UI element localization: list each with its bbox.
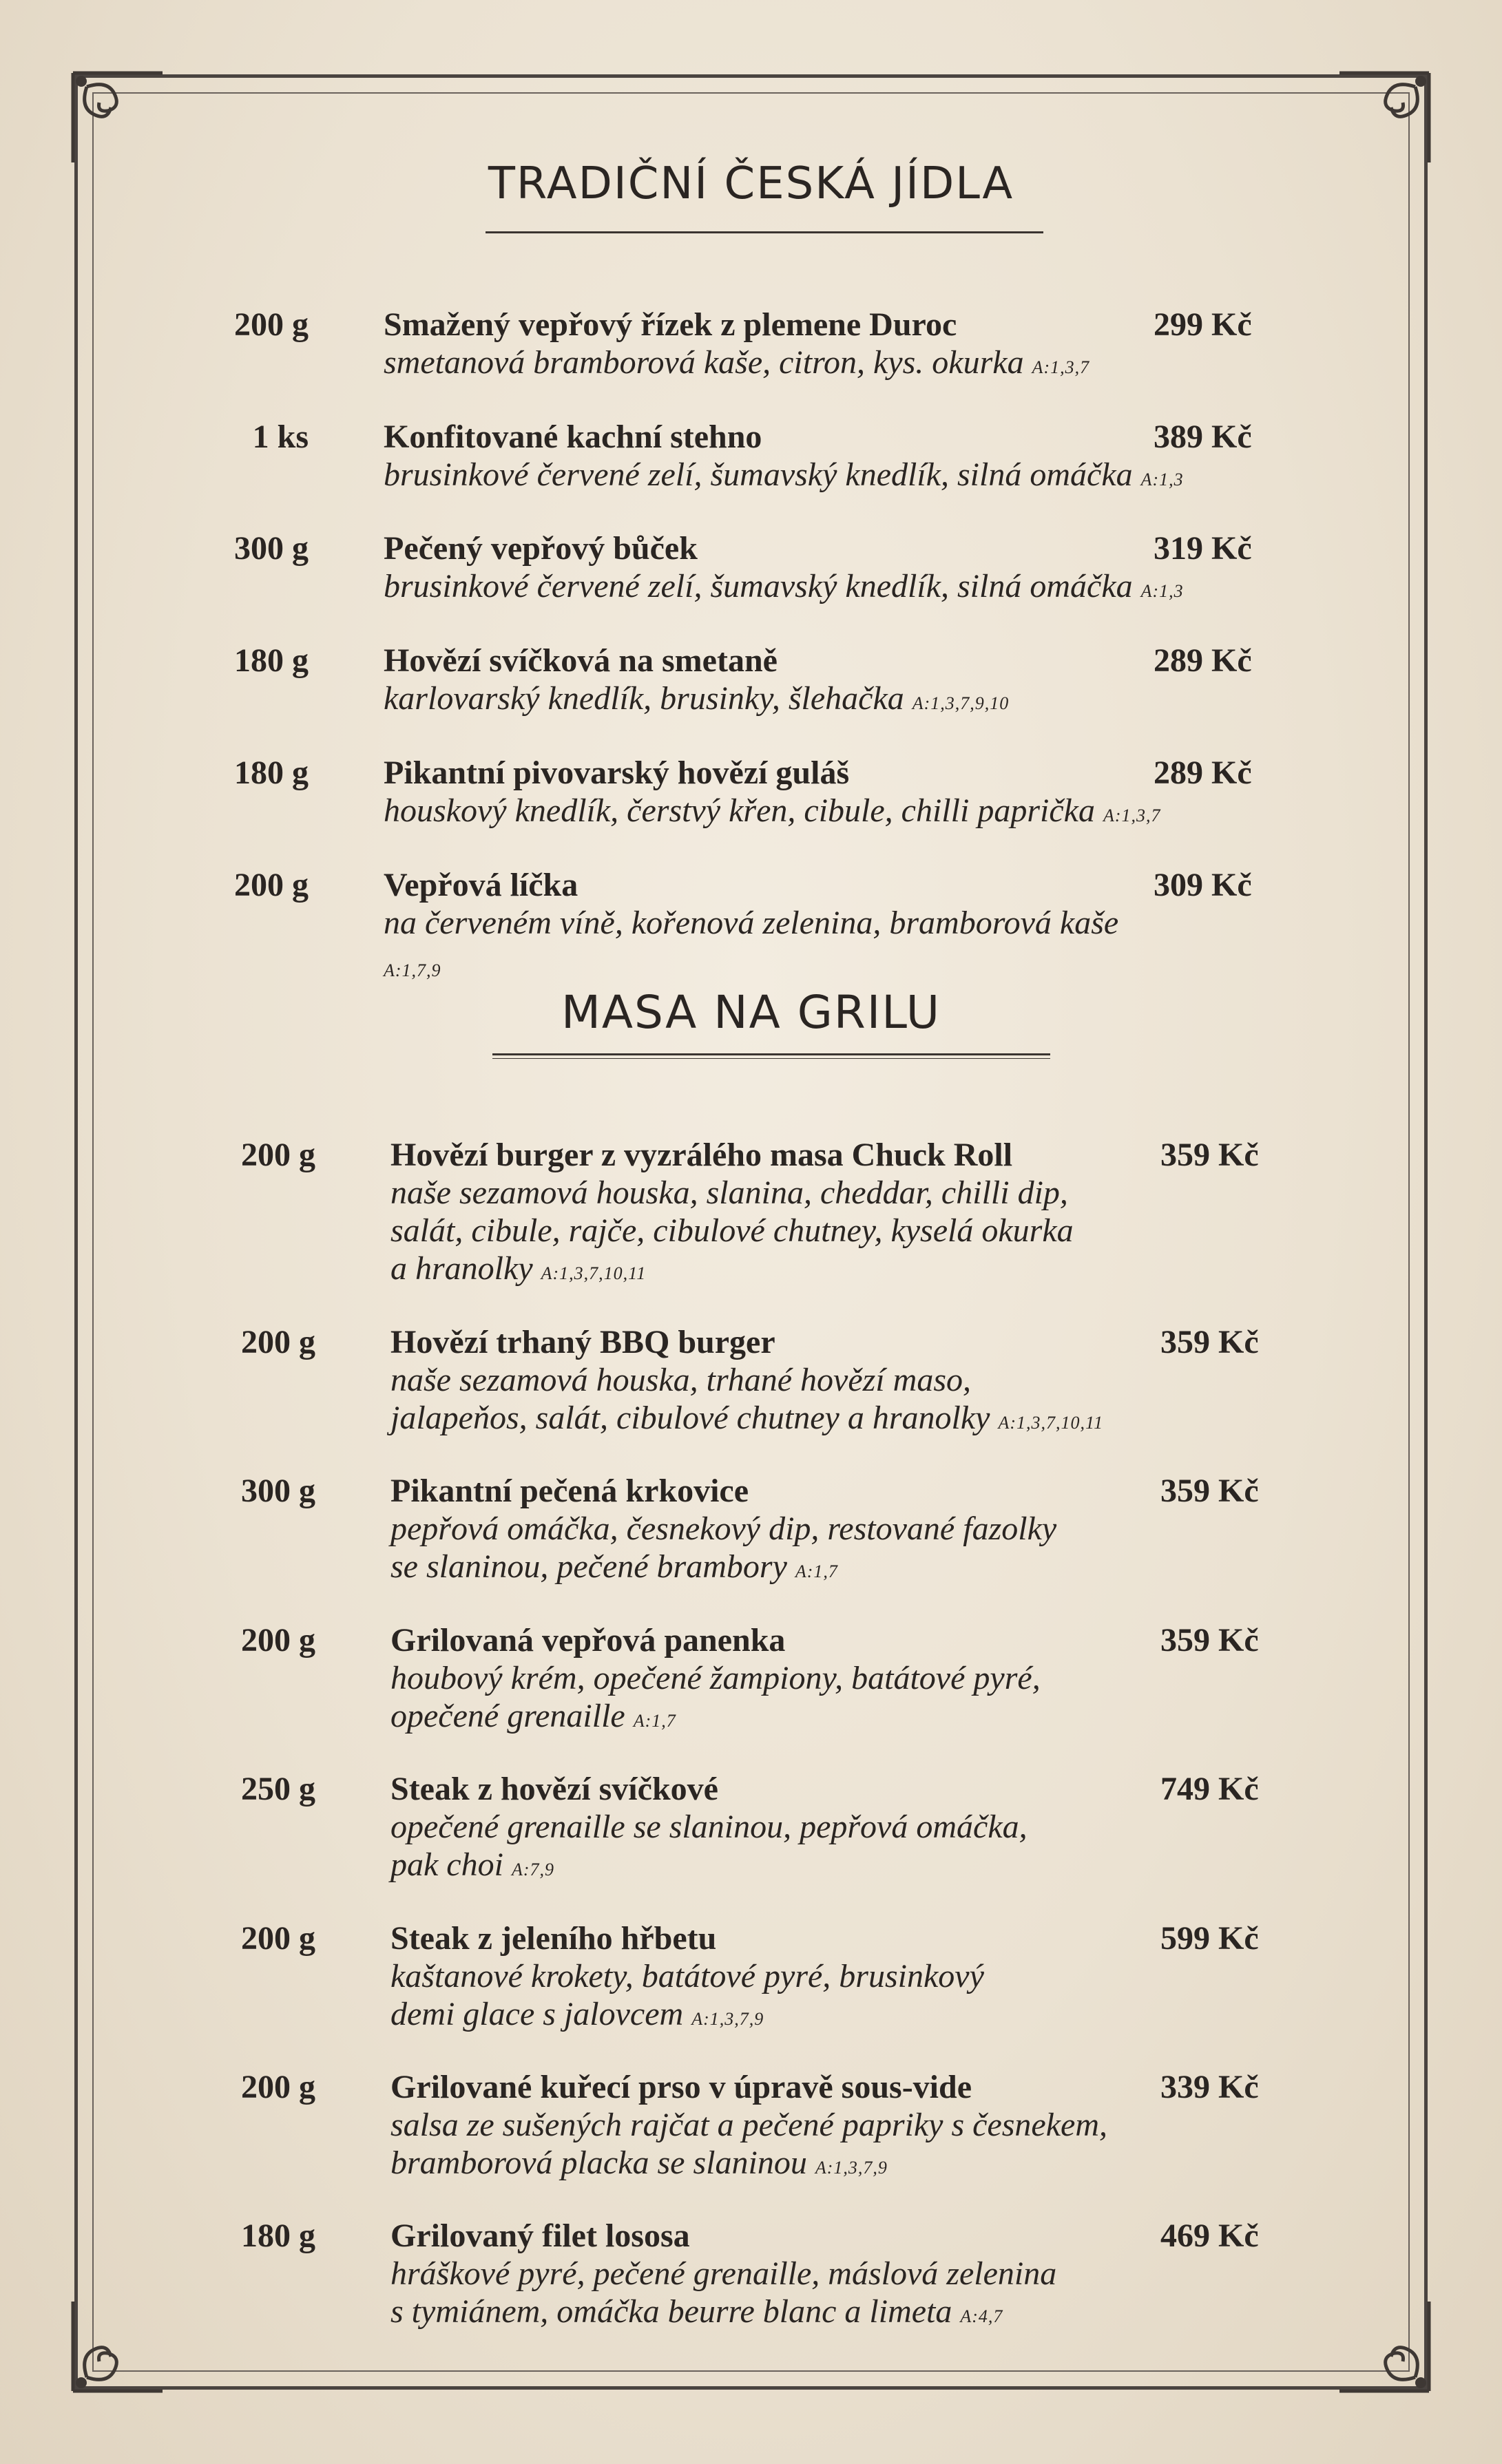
allergens: A:1,3,7: [1103, 805, 1161, 825]
item-price: 299 Kč: [1154, 306, 1252, 343]
item-price: 309 Kč: [1154, 867, 1252, 903]
item-description: smetanová bramborová kaše, citron, kys. okurka A:1,3,7: [384, 344, 1090, 381]
item-description: pepřová omáčka, česnekový dip, restované fazolky: [390, 1510, 1057, 1547]
item-description: houbový krém, opečené žampiony, batátové pyré,: [390, 1660, 1041, 1696]
item-description: s tymiánem, omáčka beurre blanc a limeta A:4,7: [390, 2293, 1003, 2330]
allergens: A:1,3,7,10,11: [998, 1413, 1104, 1433]
item-name: Grilovaná vepřová panenka: [390, 1622, 786, 1659]
item-price: 599 Kč: [1160, 1920, 1259, 1957]
item-price: 359 Kč: [1160, 1324, 1259, 1360]
item-quantity: 180 g: [234, 642, 309, 679]
corner-ornament-icon: [1333, 2295, 1436, 2398]
item-quantity: 300 g: [234, 530, 309, 567]
allergens: A:1,7: [633, 1711, 676, 1731]
item-price: 289 Kč: [1154, 755, 1252, 791]
item-description: brusinkové červené zelí, šumavský knedlík, silná omáčka A:1,3: [384, 456, 1184, 493]
title-divider: [492, 1053, 1050, 1055]
item-description: houskový knedlík, čerstvý křen, cibule, chilli paprička A:1,3,7: [384, 792, 1161, 829]
item-name: Hovězí burger z vyzrálého masa Chuck Roll: [390, 1137, 1013, 1173]
allergens: A:1,7: [795, 1561, 838, 1581]
item-quantity: 300 g: [241, 1473, 315, 1509]
item-name: Grilovaný filet lososa: [390, 2218, 690, 2254]
allergens: A:4,7: [960, 2306, 1003, 2326]
item-name: Hovězí svíčková na smetaně: [384, 642, 778, 679]
item-description: karlovarský knedlík, brusinky, šlehačka A:1,3,7,9,10: [384, 680, 1010, 717]
item-description: brusinkové červené zelí, šumavský knedlík, silná omáčka A:1,3: [384, 568, 1184, 604]
corner-ornament-icon: [66, 66, 169, 169]
item-description: salsa ze sušených rajčat a pečené papriky s česnekem,: [390, 2107, 1107, 2143]
item-name: Pečený vepřový bůček: [384, 530, 698, 567]
allergens: A:1,3,7,9: [815, 2158, 888, 2178]
item-quantity: 180 g: [241, 2218, 315, 2254]
item-name: Pikantní pivovarský hovězí guláš: [384, 755, 850, 791]
item-description: se slaninou, pečené brambory A:1,7: [390, 1548, 838, 1585]
item-description: salát, cibule, rajče, cibulové chutney, kyselá okurka: [390, 1212, 1074, 1249]
corner-ornament-icon: [66, 2295, 169, 2398]
item-name: Steak z jeleního hřbetu: [390, 1920, 717, 1957]
item-price: 359 Kč: [1160, 1137, 1259, 1173]
item-description: naše sezamová houska, trhané hovězí maso,: [390, 1362, 972, 1398]
item-name: Pikantní pečená krkovice: [390, 1473, 749, 1509]
item-quantity: 200 g: [241, 1622, 315, 1659]
title-divider: [486, 231, 1043, 233]
item-name: Vepřová líčka: [384, 867, 578, 903]
item-quantity: 200 g: [241, 2069, 315, 2105]
item-description: pak choi A:7,9: [390, 1846, 554, 1883]
item-price: 359 Kč: [1160, 1622, 1259, 1659]
item-allergens-line: [384, 947, 441, 989]
item-description: bramborová placka se slaninou A:1,3,7,9: [390, 2145, 888, 2181]
item-quantity: 250 g: [241, 1771, 315, 1807]
title-divider-thin: [492, 1058, 1050, 1059]
item-quantity: 200 g: [241, 1137, 315, 1173]
item-name: Grilované kuřecí prso v úpravě sous-vide: [390, 2069, 972, 2105]
allergens: A:1,3: [1140, 581, 1184, 601]
item-name: Smažený vepřový řízek z plemene Duroc: [384, 306, 957, 343]
item-quantity: 200 g: [241, 1920, 315, 1957]
item-description: opečené grenaille se slaninou, pepřová omáčka,: [390, 1809, 1028, 1845]
item-name: Steak z hovězí svíčkové: [390, 1771, 718, 1807]
item-name: Konfitované kachní stehno: [384, 419, 762, 455]
item-description: kaštanové krokety, batátové pyré, brusinkový: [390, 1958, 984, 1994]
item-price: 469 Kč: [1160, 2218, 1259, 2254]
item-description: naše sezamová houska, slanina, cheddar, chilli dip,: [390, 1175, 1068, 1211]
item-quantity: 180 g: [234, 755, 309, 791]
allergens: A:7,9: [511, 1860, 554, 1879]
item-quantity: 200 g: [241, 1324, 315, 1360]
item-name: Hovězí trhaný BBQ burger: [390, 1324, 775, 1360]
allergens: A:1,3,7: [1032, 357, 1090, 377]
item-price: 339 Kč: [1160, 2069, 1259, 2105]
item-quantity: 200 g: [234, 306, 309, 343]
allergens: A:1,7,9: [384, 960, 441, 980]
item-description: demi glace s jalovcem A:1,3,7,9: [390, 1996, 764, 2032]
item-quantity: 1 ks: [252, 419, 309, 455]
item-price: 749 Kč: [1160, 1771, 1259, 1807]
item-description: na červeném víně, kořenová zelenina, bramborová kaše: [384, 905, 1119, 941]
item-price: 389 Kč: [1154, 419, 1252, 455]
section-title-grill: MASA NA GRILU: [561, 986, 941, 1039]
allergens: A:1,3,7,9: [691, 2009, 764, 2029]
item-description: jalapeňos, salát, cibulové chutney a hranolky A:1,3,7,10,11: [390, 1400, 1104, 1436]
item-price: 289 Kč: [1154, 642, 1252, 679]
corner-ornament-icon: [1333, 66, 1436, 169]
allergens: A:1,3,7,9,10: [912, 693, 1010, 713]
section-title-traditional: TRADIČNÍ ČESKÁ JÍDLA: [488, 158, 1014, 209]
item-price: 319 Kč: [1154, 530, 1252, 567]
item-description: a hranolky A:1,3,7,10,11: [390, 1250, 647, 1287]
allergens: A:1,3: [1140, 470, 1184, 489]
item-quantity: 200 g: [234, 867, 309, 903]
item-description: hráškové pyré, pečené grenaille, máslová zelenina: [390, 2255, 1057, 2292]
item-description: opečené grenaille A:1,7: [390, 1698, 676, 1734]
allergens: A:1,3,7,10,11: [541, 1263, 647, 1283]
item-price: 359 Kč: [1160, 1473, 1259, 1509]
